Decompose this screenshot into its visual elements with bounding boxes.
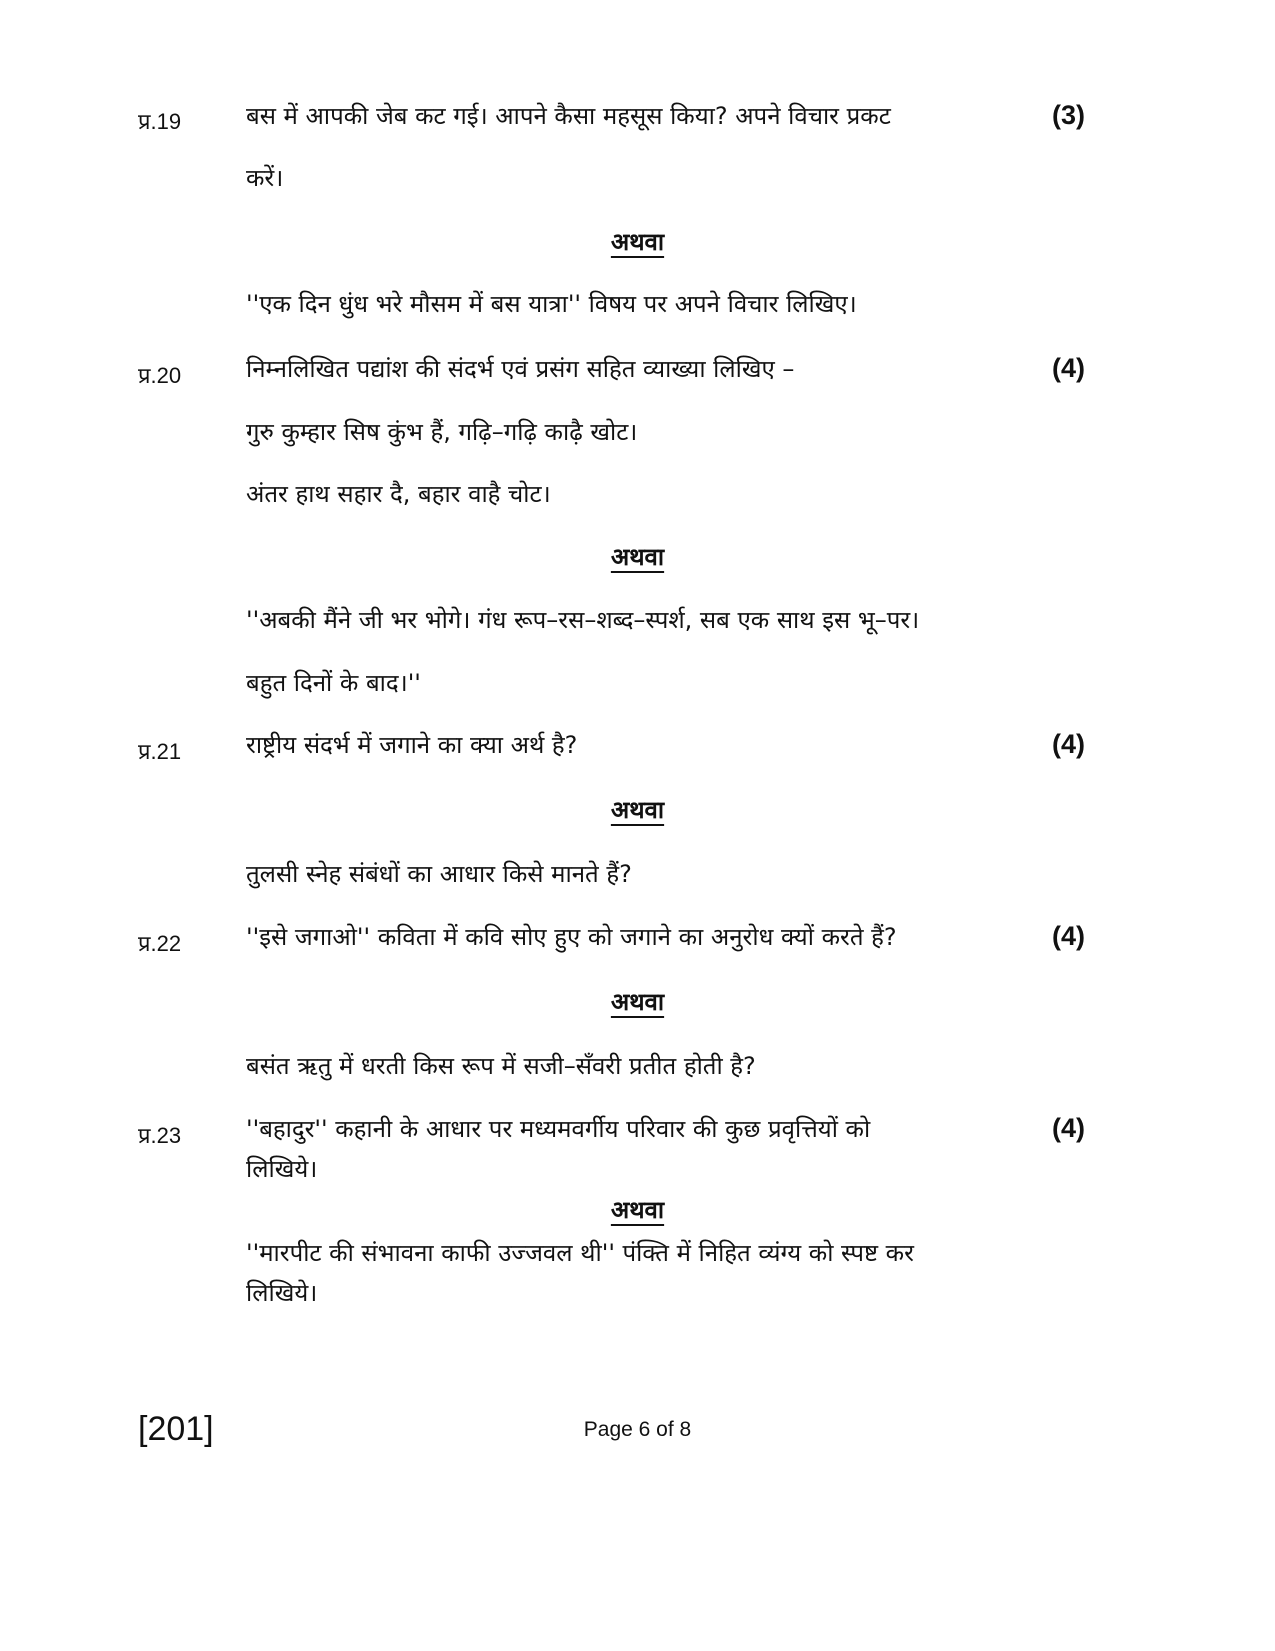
question-number: प्र.21 <box>138 739 182 764</box>
verse-line: अंतर हाथ सहार दै, बहार वाहै चोट। <box>246 480 551 508</box>
alternative-text-line: बसंत ऋतु में धरती किस रूप में सजी–सँवरी प्रतीत होती है? <box>246 1052 756 1080</box>
question-text-line: राष्ट्रीय संदर्भ में जगाने का क्या अर्थ है? <box>246 731 578 759</box>
alternative-text-line: ''एक दिन धुंध भरे मौसम में बस यात्रा'' विषय पर अपने विचार लिखिए। <box>246 290 857 318</box>
question-text-line: ''बहादुर'' कहानी के आधार पर मध्यमवर्गीय परिवार की कुछ प्रवृत्तियों को <box>246 1115 871 1143</box>
question-number: प्र.23 <box>138 1123 182 1148</box>
question-text-line: निम्नलिखित पद्यांश की संदर्भ एवं प्रसंग सहित व्याख्या लिखिए – <box>246 355 795 383</box>
or-separator: अथवा <box>610 228 665 256</box>
alternative-text-line: लिखिये। <box>246 1279 318 1307</box>
or-separator: अथवा <box>610 543 665 571</box>
question-text-line: ''इसे जगाओ'' कविता में कवि सोए हुए को जगाने का अनुरोध क्यों करते हैं? <box>246 923 897 951</box>
question-text-line: करें। <box>246 164 284 192</box>
or-separator: अथवा <box>610 796 665 824</box>
question-number: प्र.22 <box>138 931 182 956</box>
alternative-text-line: तुलसी स्नेह संबंधों का आधार किसे मानते हैं? <box>246 860 632 888</box>
alternative-text-line: बहुत दिनों के बाद।'' <box>246 669 421 697</box>
question-number: प्र.20 <box>138 363 182 388</box>
question-marks: (4) <box>1052 1113 1085 1143</box>
or-separator: अथवा <box>610 988 665 1016</box>
question-marks: (3) <box>1052 100 1085 130</box>
question-marks: (4) <box>1052 921 1085 951</box>
question-number: प्र.19 <box>138 109 182 134</box>
verse-line: गुरु कुम्हार सिष कुंभ हैं, गढ़ि–गढ़ि काढ़ै खोट। <box>246 418 638 446</box>
question-marks: (4) <box>1052 353 1085 383</box>
alternative-text-line: ''अबकी मैंने जी भर भोगे। गंध रूप–रस–शब्द–स्पर्श, सब एक साथ इस भू–पर। <box>246 606 920 634</box>
question-text-line: लिखिये। <box>246 1155 318 1183</box>
question-marks: (4) <box>1052 729 1085 759</box>
page-number: Page 6 of 8 <box>583 1418 692 1441</box>
alternative-text-line: ''मारपीट की संभावना काफी उज्जवल थी'' पंक्ति में निहित व्यंग्य को स्पष्ट कर <box>246 1239 914 1267</box>
question-text-line: बस में आपकी जेब कट गई। आपने कैसा महसूस किया? अपने विचार प्रकट <box>246 102 891 130</box>
or-separator: अथवा <box>610 1196 665 1224</box>
paper-code: [201] <box>138 1410 214 1448</box>
